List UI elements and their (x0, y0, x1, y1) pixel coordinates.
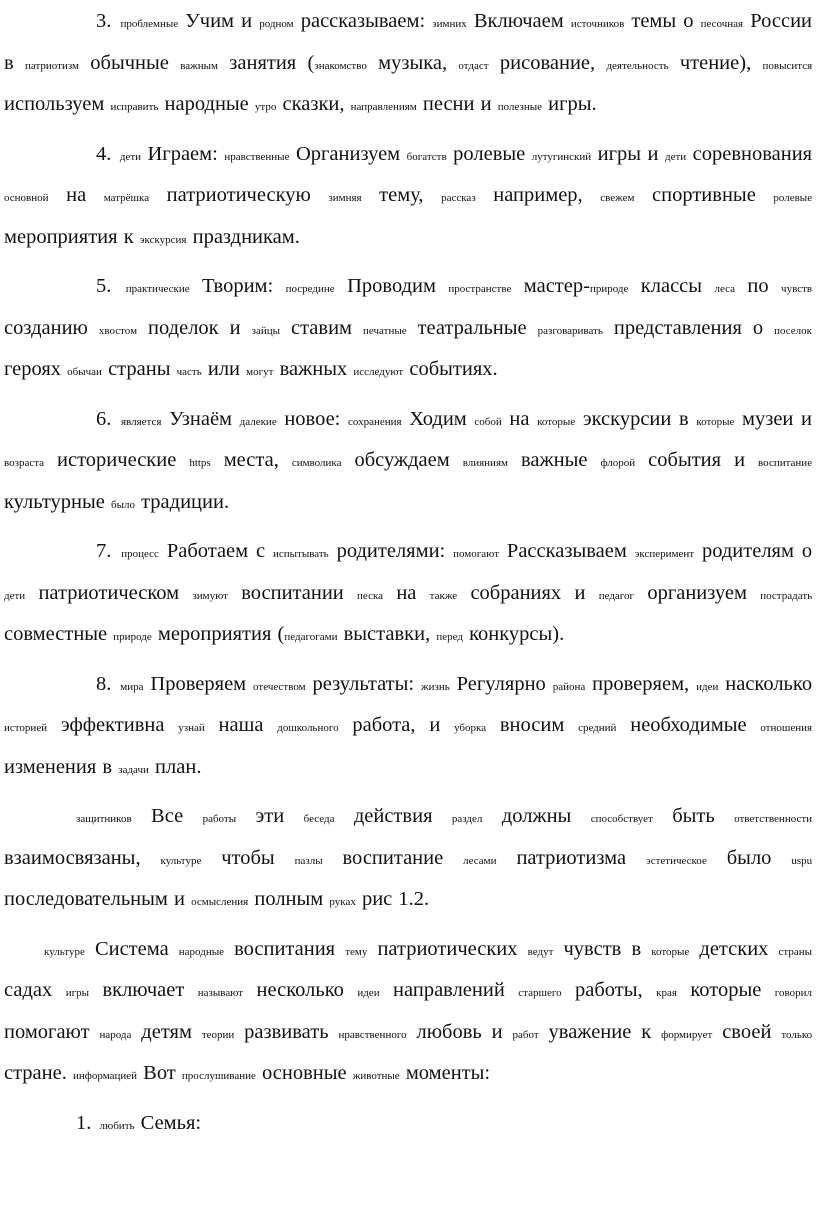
text-word: новое: (284, 407, 341, 430)
text-word: места, (223, 449, 279, 471)
inserted-word: нравственные (224, 150, 290, 163)
text-word: в (102, 755, 113, 778)
inserted-word: природе (113, 631, 152, 643)
text-word: план. (155, 755, 202, 778)
text-word: основные (262, 1062, 347, 1084)
text-word: и (491, 1020, 503, 1043)
text-word: с (256, 540, 266, 562)
text-word: действия (353, 805, 433, 827)
text-word: о (801, 540, 813, 562)
inserted-word: информацией (72, 1070, 138, 1082)
paragraph (4, 400, 812, 525)
text-word: развивать (244, 1020, 329, 1043)
inserted-word: края (656, 987, 677, 999)
inserted-word: печатные (363, 324, 407, 337)
paragraph (4, 2, 812, 127)
inserted-word: животные (352, 1070, 400, 1082)
text-word: и (574, 581, 586, 604)
text-word: мероприятия (157, 623, 272, 645)
text-word: и (429, 714, 441, 736)
paragraph (4, 1104, 812, 1146)
text-word: и (241, 10, 253, 32)
inserted-word: пространстве (448, 283, 512, 295)
text-word: последовательным (4, 888, 168, 910)
inserted-word: деятельность (606, 59, 669, 72)
text-word: Проверяем (150, 672, 247, 695)
inserted-word: символика (291, 457, 342, 469)
text-word: культурные (4, 490, 105, 513)
text-word: важные (520, 449, 588, 471)
text-word: исторические (57, 449, 177, 471)
text-word: Все (151, 805, 184, 827)
inserted-word: которые (537, 415, 576, 428)
text-word: игры. (548, 93, 597, 115)
text-word: соревнования (692, 142, 813, 165)
inserted-word: которые (651, 945, 690, 958)
text-word: родителям (701, 540, 794, 562)
inserted-word: богатств (406, 150, 447, 163)
text-word: ставим (291, 316, 353, 339)
list-number: 7. (96, 540, 112, 562)
inserted-word: узнай (178, 722, 205, 734)
inserted-word: педагог (598, 589, 635, 602)
text-word: патриотизма (516, 846, 627, 869)
text-word: по (747, 275, 769, 297)
text-word: Семья: (140, 1111, 202, 1134)
text-word: народные (164, 93, 249, 115)
inserted-word: проблемные (120, 18, 179, 30)
inserted-word: было (110, 498, 135, 511)
text-word: страны (108, 358, 171, 380)
inserted-word: педагогами (284, 631, 338, 643)
inserted-word: работ (512, 1028, 539, 1041)
inserted-word: зимуют (192, 589, 228, 602)
inserted-word: отдаст (458, 59, 489, 72)
text-word: традиции. (141, 490, 230, 513)
inserted-word: способствует (590, 813, 653, 825)
text-word: рассказываем: (300, 10, 426, 32)
inserted-word: песка (357, 589, 384, 602)
inserted-word: собой (474, 415, 502, 428)
inserted-word: патриотизм (24, 59, 79, 72)
inserted-word: основной (4, 192, 49, 204)
inserted-word: эксперимент (634, 548, 695, 560)
inserted-word: полезные (497, 101, 542, 113)
inserted-word: беседа (303, 813, 335, 825)
inserted-word: направлениям (350, 101, 417, 113)
inserted-word: процесс (121, 548, 159, 560)
text-word: взаимосвязаны, (4, 846, 141, 869)
text-word: Творим: (202, 275, 274, 297)
text-word: мастер- (523, 275, 590, 297)
paragraph (4, 930, 812, 1096)
inserted-word: важным (180, 59, 218, 72)
inserted-word: которые (696, 415, 735, 428)
inserted-word: родном (259, 18, 294, 30)
text-word: на (66, 184, 87, 206)
text-word: в (4, 51, 14, 74)
text-word: воспитании (241, 581, 344, 604)
text-word: героях (4, 358, 62, 380)
text-word: спортивные (652, 184, 756, 206)
inserted-word: теории (201, 1028, 235, 1041)
text-word: чувств (563, 937, 622, 960)
inserted-word: мира (120, 680, 144, 693)
text-word: насколько (725, 672, 813, 695)
inserted-word: тему (345, 945, 368, 958)
text-word: игры (597, 142, 642, 165)
inserted-word: исследуют (353, 366, 404, 378)
inserted-word: говорил (774, 987, 813, 999)
text-word: обычные (90, 51, 169, 74)
text-word: о (683, 10, 694, 32)
inserted-word: дошкольного (277, 722, 339, 734)
text-word: ( (307, 51, 315, 74)
inserted-word: ведут (527, 945, 554, 958)
text-word: своей (722, 1020, 772, 1043)
text-word: Работаем (166, 540, 249, 562)
text-word: Узнаём (169, 407, 233, 430)
text-word: несколько (256, 979, 344, 1001)
text-word: к (123, 225, 134, 248)
text-word: праздникам. (192, 225, 300, 248)
inserted-word: флорой (600, 457, 636, 469)
inserted-word: раздел (451, 813, 483, 825)
inserted-word: нравственного (338, 1028, 407, 1041)
list-number: 8. (96, 672, 112, 695)
paragraph (4, 532, 812, 657)
text-word: в (631, 937, 642, 960)
text-word: воспитания (234, 937, 336, 960)
text-word: выставки, (343, 623, 431, 645)
text-word: или (207, 358, 241, 380)
text-word: стране. (4, 1062, 67, 1084)
text-word: Регулярно (456, 672, 546, 695)
text-word: быть (672, 805, 715, 827)
text-word: и (801, 407, 813, 430)
text-word: сказки, (282, 93, 345, 115)
list-number: 3. (96, 10, 112, 32)
text-word: поделок (148, 316, 219, 339)
inserted-word: дети (664, 150, 687, 163)
inserted-word: могут (246, 366, 274, 378)
text-word: о (752, 316, 764, 339)
inserted-word: возраста (4, 457, 45, 469)
inserted-word: практические (125, 283, 190, 295)
text-word: Вот (143, 1062, 176, 1084)
inserted-word: зимних (432, 18, 467, 30)
inserted-word: любить (99, 1119, 135, 1132)
text-word: представления (613, 316, 742, 339)
list-number: 4. (96, 142, 112, 165)
text-word: должны (501, 805, 572, 827)
text-word: и (480, 93, 492, 115)
text-word: экскурсии (582, 407, 672, 430)
text-word: и (734, 449, 746, 471)
inserted-word: народные (178, 945, 224, 958)
inserted-word: является (121, 415, 162, 428)
text-word: музыка, (378, 51, 448, 74)
text-word: чтение), (679, 51, 752, 74)
text-word: рис (361, 888, 393, 910)
text-word: России (750, 10, 813, 32)
text-word: тему, (379, 184, 424, 206)
inserted-word: свежем (600, 192, 635, 204)
paragraph (4, 135, 812, 260)
text-word: на (509, 407, 530, 430)
inserted-word: пострадать (760, 589, 813, 602)
inserted-word: исправить (110, 101, 159, 113)
text-word: Рассказываем (506, 540, 627, 562)
text-word: эффективна (60, 714, 165, 736)
text-word: рисование, (499, 51, 596, 74)
inserted-word: руках (329, 896, 356, 908)
text-word: песни (422, 93, 475, 115)
text-word: к (641, 1020, 652, 1043)
inserted-word: формирует (661, 1028, 713, 1041)
inserted-word: работы (202, 813, 237, 825)
inserted-word: источников (570, 18, 625, 30)
text-word: организуем (647, 581, 747, 604)
text-word: ролевые (453, 142, 526, 165)
inserted-word: помогают (453, 548, 500, 560)
list-number: 1. (76, 1111, 92, 1134)
inserted-word: культуре (160, 854, 202, 867)
inserted-word: испытывать (272, 548, 329, 560)
paragraph (4, 665, 812, 790)
text-word: темы (631, 10, 677, 32)
text-word: направлений (393, 979, 505, 1001)
text-word: изменения (4, 755, 97, 778)
text-word: события (648, 449, 722, 471)
text-word: созданию (4, 316, 88, 339)
text-word: Играем: (147, 142, 218, 165)
inserted-word: поселок (774, 324, 812, 337)
inserted-word: называют (197, 987, 244, 999)
text-word: садах (4, 979, 53, 1001)
inserted-word: утро (254, 101, 277, 113)
text-word: ( (277, 623, 285, 645)
text-word: чтобы (221, 846, 275, 869)
text-word: детям (141, 1020, 192, 1043)
text-word: эти (255, 805, 285, 827)
text-word: помогают (4, 1020, 90, 1043)
inserted-word: обычаи (67, 366, 102, 378)
inserted-word: воспитание (758, 457, 813, 469)
text-word: музеи (742, 407, 794, 430)
inserted-word: перед (436, 631, 463, 643)
inserted-word: далекие (239, 415, 277, 428)
inserted-word: uspu (791, 854, 813, 867)
text-word: занятия (229, 51, 297, 74)
text-word: и (229, 316, 241, 339)
inserted-word: района (552, 680, 586, 693)
inserted-word: задачи (118, 763, 149, 776)
text-word: театральные (417, 316, 527, 339)
inserted-word: сохранения (348, 415, 402, 428)
paragraph (4, 797, 812, 922)
inserted-word: культуре (44, 945, 85, 958)
inserted-word: ответственности (734, 813, 813, 825)
text-word: детских (699, 937, 769, 960)
text-word: на (396, 581, 417, 604)
inserted-word: прослушивание (181, 1070, 256, 1082)
text-word: событиях. (409, 358, 498, 380)
inserted-word: ролевые (773, 192, 813, 204)
text-word: Система (94, 937, 169, 960)
text-word: любовь (416, 1020, 482, 1043)
inserted-word: влияниям (462, 457, 508, 469)
text-word: Учим (185, 10, 235, 32)
text-word: мероприятия (4, 225, 118, 248)
inserted-word: матрёшка (103, 192, 150, 204)
inserted-word: экскурсия (139, 233, 187, 246)
inserted-word: игры (65, 987, 89, 999)
text-word: и (647, 142, 659, 165)
text-word: которые (690, 979, 762, 1001)
inserted-word: дети (119, 150, 142, 163)
text-word: наша (218, 714, 264, 736)
text-word: включает (102, 979, 185, 1001)
inserted-word: повысится (762, 59, 813, 72)
inserted-word: знакомство (314, 59, 367, 72)
inserted-word: https (189, 457, 211, 469)
text-word: вносим (499, 714, 565, 736)
text-word: воспитание (342, 846, 444, 869)
inserted-word: отношения (760, 722, 813, 734)
inserted-word: лесами (463, 854, 497, 867)
inserted-word: жизнь (421, 680, 450, 693)
text-word: собраниях (470, 581, 562, 604)
inserted-word: также (429, 589, 458, 602)
text-word: важных (279, 358, 348, 380)
text-word: и (174, 888, 186, 910)
inserted-word: зайцы (251, 324, 281, 337)
list-number: 5. (96, 275, 112, 297)
inserted-word: отечеством (253, 680, 306, 693)
inserted-word: дети (4, 589, 26, 602)
inserted-word: зимняя (328, 192, 362, 204)
text-word: используем (4, 93, 105, 115)
inserted-word: защитников (76, 813, 132, 825)
inserted-word: идеи (357, 987, 380, 999)
text-word: результаты: (312, 672, 415, 695)
inserted-word: разговаривать (537, 324, 603, 337)
text-word: в (679, 407, 689, 430)
text-word: Организуем (295, 142, 401, 165)
text-word: моменты: (405, 1062, 491, 1084)
inserted-word: хвостом (98, 324, 138, 337)
text-word: Проводим (347, 275, 436, 297)
inserted-word: чувств (781, 283, 813, 295)
text-word: конкурсы). (469, 623, 565, 645)
inserted-word: посредине (285, 283, 335, 295)
text-word: классы (640, 275, 703, 297)
text-word: патриотическом (38, 581, 180, 604)
inserted-word: часть (176, 366, 202, 378)
text-word: работы, (575, 979, 643, 1001)
inserted-word: старшего (518, 987, 562, 999)
text-word: уважение (548, 1020, 632, 1043)
inserted-word: песочная (700, 18, 744, 30)
text-word: Включаем (473, 10, 564, 32)
text-word: например, (493, 184, 583, 206)
inserted-word: народа (99, 1028, 132, 1041)
inserted-word: эстетическое (645, 854, 707, 867)
text-word: Ходим (409, 407, 467, 430)
paragraph (4, 267, 812, 392)
inserted-word: природе (589, 283, 629, 295)
inserted-word: лутугинский (531, 150, 592, 163)
text-word: проверяем, (592, 672, 690, 695)
text-word: работа, (352, 714, 416, 736)
inserted-word: пазлы (294, 854, 323, 867)
inserted-word: осмысления (191, 896, 249, 908)
inserted-word: леса (714, 283, 735, 295)
text-word: было (726, 846, 772, 869)
inserted-word: идеи (696, 680, 719, 693)
text-word: патриотических (377, 937, 518, 960)
text-word: патриотическую (166, 184, 311, 206)
inserted-word: страны (778, 945, 813, 958)
text-word: необходимые (630, 714, 747, 736)
inserted-word: историей (4, 722, 48, 734)
text-word: совместные (4, 623, 108, 645)
inserted-word: рассказ (441, 192, 476, 204)
text-word: 1.2. (398, 888, 430, 910)
text-word: родителями: (336, 540, 446, 562)
inserted-word: уборка (454, 722, 487, 734)
inserted-word: средний (578, 722, 617, 734)
inserted-word: только (781, 1028, 813, 1041)
text-word: обсуждаем (354, 449, 450, 471)
list-number: 6. (96, 407, 112, 430)
text-word: полным (254, 888, 324, 910)
